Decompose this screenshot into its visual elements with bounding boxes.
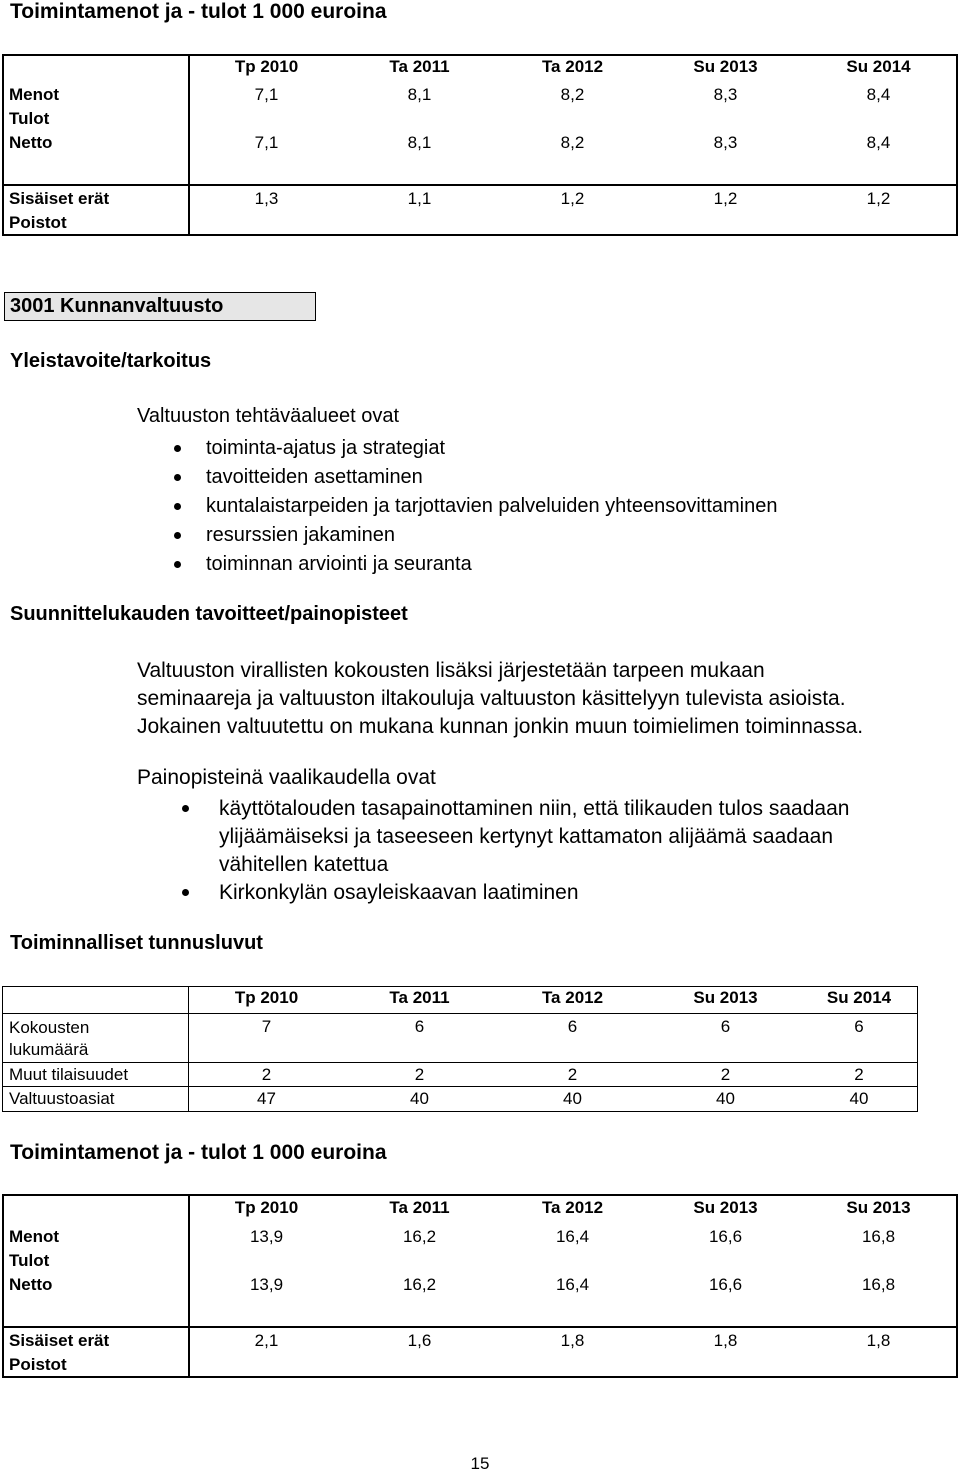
table-row xyxy=(3,131,955,155)
paragraph-line: seminaareja ja valtuuston iltakouluja valtuuston käsittelyyn tulevista asioista. xyxy=(137,687,846,710)
bullet-icon xyxy=(174,561,181,568)
cell: 16,4 xyxy=(555,1227,590,1246)
row-label: Netto xyxy=(9,133,53,152)
cell: 2 xyxy=(567,1065,578,1084)
row-label: Poistot xyxy=(9,213,67,232)
cell: 16,8 xyxy=(861,1275,896,1294)
targets-paragraph xyxy=(137,657,863,741)
cell: 1,8 xyxy=(713,1331,738,1350)
cell: 7 xyxy=(261,1017,272,1036)
targets-heading: Suunnittelukauden tavoitteet/painopisteet xyxy=(10,603,408,625)
cell: 8,3 xyxy=(713,85,738,104)
cell: 1,2 xyxy=(866,189,891,208)
kpi-header: Su 2014 xyxy=(826,988,892,1007)
list-item: tavoitteiden asettaminen xyxy=(206,463,777,492)
bullet-icon xyxy=(174,445,181,452)
cell: 2 xyxy=(414,1065,425,1084)
kpi-row-label: Kokousten lukumäärä xyxy=(9,1018,90,1059)
priorities-list xyxy=(219,795,849,907)
table1-header: Tp 2010 xyxy=(234,57,299,76)
goal-heading: Yleistavoite/tarkoitus xyxy=(10,350,212,372)
row-label: Tulot xyxy=(9,109,50,128)
list-item: kuntalaistarpeiden ja tarjottavien palveluiden yhteensovittaminen xyxy=(206,492,777,521)
paragraph-line: Jokainen valtuutettu on mukana kunnan jonkin muun toimielimen toiminnassa. xyxy=(137,715,864,738)
table-row xyxy=(3,1225,955,1249)
cell: 1,2 xyxy=(560,189,585,208)
table2-header-row xyxy=(3,1196,955,1220)
table1-header: Ta 2011 xyxy=(389,57,450,76)
table2-header: Su 2013 xyxy=(693,1198,758,1217)
table2-header: Tp 2010 xyxy=(234,1198,299,1217)
list-item: resurssien jakaminen xyxy=(206,521,777,550)
cell: 8,1 xyxy=(407,85,432,104)
cell: 16,8 xyxy=(861,1227,896,1246)
list-item: toiminnan arviointi ja seuranta xyxy=(206,550,777,579)
cell: 16,2 xyxy=(402,1275,437,1294)
list-item: käyttötalouden tasapainottaminen niin, että tilikauden tulos saadaan ylijäämäiseksi ja taseeseen kertynyt kattamaton alijäämä saadaan vähitellen katettua xyxy=(219,795,849,879)
cell: 7,1 xyxy=(254,85,279,104)
cell: 2 xyxy=(854,1065,864,1084)
cell: 1,8 xyxy=(560,1331,585,1350)
cell: 2 xyxy=(261,1065,272,1084)
cell: 6 xyxy=(414,1017,425,1036)
table1-sub-rows xyxy=(3,187,955,235)
table-row xyxy=(190,1017,916,1037)
cell: 1,8 xyxy=(866,1331,891,1350)
cell: 2 xyxy=(720,1065,731,1084)
kpi-header: Ta 2011 xyxy=(389,988,450,1007)
table2-main-rows xyxy=(3,1225,955,1297)
kpi-header-row xyxy=(190,988,916,1008)
cell: 13,9 xyxy=(249,1275,284,1294)
cell: 16,2 xyxy=(402,1227,437,1246)
table-row xyxy=(190,1065,916,1085)
goal-intro: Valtuuston tehtäväalueet ovat xyxy=(137,405,400,427)
kpi-header: Ta 2012 xyxy=(541,988,604,1007)
table2-header: Ta 2012 xyxy=(541,1198,604,1217)
cell: 8,2 xyxy=(560,133,585,152)
table1-main-rows xyxy=(3,83,955,155)
kpi-row-label: Muut tilaisuudet xyxy=(9,1065,129,1084)
table1-title: Toimintamenot ja - tulot 1 000 euroina xyxy=(10,0,387,23)
table-row xyxy=(3,1249,955,1273)
row-label: Menot xyxy=(9,85,60,104)
table-row xyxy=(3,211,955,235)
table2-header-table xyxy=(3,1196,955,1220)
cell: 1,1 xyxy=(407,189,432,208)
kpi-line xyxy=(2,1086,918,1087)
cell: 8,1 xyxy=(407,133,432,152)
cell: 6 xyxy=(854,1017,864,1036)
section-title: 3001 Kunnanvaltuusto xyxy=(4,292,316,321)
table-row xyxy=(3,1329,955,1353)
table-row xyxy=(190,1089,916,1109)
row-label: Sisäiset erät xyxy=(9,1331,110,1350)
table2-sub-rows xyxy=(3,1329,955,1377)
bullet-icon xyxy=(182,805,189,812)
cell: 16,6 xyxy=(708,1275,743,1294)
cell: 7,1 xyxy=(254,133,279,152)
table-row xyxy=(3,1273,955,1297)
kpi-divider xyxy=(188,986,189,1112)
page-number: 15 xyxy=(470,1454,490,1473)
row-label: Tulot xyxy=(9,1251,50,1270)
table1-header-table xyxy=(3,55,955,79)
list-item: Kirkonkylän osayleiskaavan laatiminen xyxy=(219,879,849,907)
table-row xyxy=(3,107,955,131)
cell: 40 xyxy=(849,1089,869,1108)
table1-header-row xyxy=(3,55,955,79)
list-item: toiminta-ajatus ja strategiat xyxy=(206,434,777,463)
table2-header: Su 2013 xyxy=(846,1198,911,1217)
cell: 8,3 xyxy=(713,133,738,152)
table1-header: Su 2013 xyxy=(693,57,758,76)
bullet-icon xyxy=(174,474,181,481)
kpi-header: Su 2013 xyxy=(693,988,758,1007)
table1-separator xyxy=(2,184,958,186)
kpi-line xyxy=(2,1062,918,1063)
kpi-heading: Toiminnalliset tunnusluvut xyxy=(10,932,263,954)
priorities-intro: Painopisteinä vaalikaudella ovat xyxy=(137,766,436,789)
table-row xyxy=(3,187,955,211)
cell: 40 xyxy=(716,1089,735,1108)
cell: 13,9 xyxy=(249,1227,284,1246)
row-label: Sisäiset erät xyxy=(9,189,110,208)
table2-separator xyxy=(2,1326,958,1328)
cell: 8,2 xyxy=(560,85,585,104)
table1-header: Su 2014 xyxy=(846,57,911,76)
goal-bullet-list xyxy=(206,434,777,579)
bullet-icon xyxy=(174,532,181,539)
cell: 6 xyxy=(720,1017,731,1036)
cell: 2,1 xyxy=(254,1331,279,1350)
table-row xyxy=(3,1353,955,1377)
cell: 1,6 xyxy=(407,1331,432,1350)
cell: 6 xyxy=(567,1017,578,1036)
row-label: Poistot xyxy=(9,1355,67,1374)
bullet-icon xyxy=(182,889,189,896)
table2-title: Toimintamenot ja - tulot 1 000 euroina xyxy=(10,1141,387,1164)
cell: 16,6 xyxy=(708,1227,743,1246)
cell: 47 xyxy=(257,1089,276,1108)
table-row xyxy=(3,83,955,107)
table1-header: Ta 2012 xyxy=(541,57,604,76)
cell: 8,4 xyxy=(866,133,891,152)
kpi-row-label: Valtuustoasiat xyxy=(9,1089,115,1108)
bullet-icon xyxy=(174,503,181,510)
kpi-header: Tp 2010 xyxy=(234,988,299,1007)
cell: 1,2 xyxy=(713,189,738,208)
cell: 1,3 xyxy=(254,189,279,208)
table2-header: Ta 2011 xyxy=(389,1198,450,1217)
cell: 16,4 xyxy=(555,1275,590,1294)
cell: 8,4 xyxy=(866,85,891,104)
row-label: Menot xyxy=(9,1227,60,1246)
kpi-line xyxy=(2,1013,918,1014)
row-label: Netto xyxy=(9,1275,53,1294)
paragraph-line: Valtuuston virallisten kokousten lisäksi järjestetään tarpeen mukaan xyxy=(137,659,765,682)
cell: 40 xyxy=(563,1089,582,1108)
cell: 40 xyxy=(410,1089,429,1108)
